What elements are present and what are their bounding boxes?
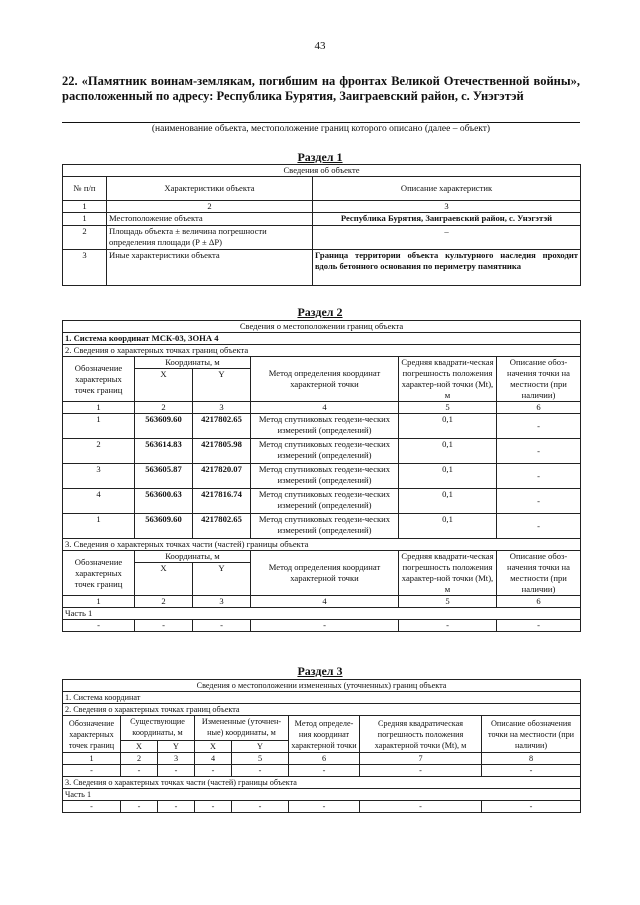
point-error: 0,1 — [399, 414, 497, 439]
row-characteristic: Местоположение объекта — [107, 213, 313, 226]
section-1-table-title: Сведения об объекте — [63, 165, 581, 177]
table-row — [63, 464, 581, 489]
empty-cell: - — [63, 765, 121, 777]
point-description: - — [497, 414, 581, 439]
part-label: Часть 1 — [63, 608, 581, 620]
point-description: - — [497, 514, 581, 539]
empty-cell: - — [482, 765, 581, 777]
point-method: Метод спутниковых геодези-ческих измерений (определений) — [251, 414, 399, 439]
part-label: Часть 1 — [63, 789, 581, 801]
point-id: 1 — [63, 514, 135, 539]
point-id: 3 — [63, 464, 135, 489]
index-cell: 4 — [251, 596, 399, 608]
point-x: 563609.60 — [135, 514, 193, 539]
index-cell: 7 — [360, 753, 482, 765]
point-y: 4217802.65 — [193, 414, 251, 439]
header-error: Средняя квадрати-ческая погрешность положения характер-ной точки (Mt), м — [399, 551, 497, 596]
table-row — [63, 765, 581, 777]
index-cell: 3 — [193, 402, 251, 414]
header-changed-coords: Измененные (уточнен-ные) координаты, м — [195, 716, 289, 741]
points-subheading: 2. Сведения о характерных точках границ объекта — [63, 704, 581, 716]
section-3-table — [62, 679, 581, 813]
point-id: 2 — [63, 439, 135, 464]
point-error: 0,1 — [399, 439, 497, 464]
empty-cell: - — [289, 801, 360, 813]
index-cell: 4 — [195, 753, 232, 765]
empty-cell: - — [121, 765, 158, 777]
index-cell: 3 — [193, 596, 251, 608]
header-coordinates: Координаты, м — [135, 357, 251, 369]
point-method: Метод спутниковых геодези-ческих измерений (определений) — [251, 489, 399, 514]
header-designation: Обозначение характерных точек границ — [63, 357, 135, 402]
index-cell: 5 — [232, 753, 289, 765]
empty-cell: - — [121, 801, 158, 813]
header-y: Y — [158, 741, 195, 753]
empty-cell: - — [289, 765, 360, 777]
empty-cell: - — [193, 620, 251, 632]
table-row — [63, 439, 581, 464]
table-row — [63, 213, 581, 226]
empty-cell: - — [360, 801, 482, 813]
section-3-title: Раздел 3 — [297, 664, 343, 678]
point-x: 563605.87 — [135, 464, 193, 489]
empty-cell: - — [195, 765, 232, 777]
point-description: - — [497, 464, 581, 489]
point-method: Метод спутниковых геодези-ческих измерений (определений) — [251, 439, 399, 464]
header-designation: Обозначение характерных точек границ — [63, 716, 121, 753]
empty-cell: - — [497, 620, 581, 632]
header-y: Y — [193, 563, 251, 596]
empty-cell: - — [158, 801, 195, 813]
part-points-subheading: 3. Сведения о характерных точках части (частей) границы объекта — [63, 777, 581, 789]
point-error: 0,1 — [399, 514, 497, 539]
point-x: 563609.60 — [135, 414, 193, 439]
page-number: 43 — [314, 40, 326, 52]
header-x: X — [121, 741, 158, 753]
index-cell: 2 — [135, 402, 193, 414]
point-y: 4217816.74 — [193, 489, 251, 514]
section-2-title: Раздел 2 — [297, 305, 343, 319]
index-cell: 6 — [497, 402, 581, 414]
point-method: Метод спутниковых геодези-ческих измерений (определений) — [251, 514, 399, 539]
index-cell: 3 — [313, 201, 581, 213]
index-cell: 2 — [135, 596, 193, 608]
table-row — [63, 226, 581, 250]
index-cell: 2 — [107, 201, 313, 213]
empty-cell: - — [232, 765, 289, 777]
section-1-title: Раздел 1 — [297, 150, 343, 164]
point-id: 4 — [63, 489, 135, 514]
header-y: Y — [193, 369, 251, 402]
header-method: Метод определения координат характерной точки — [251, 551, 399, 596]
header-y: Y — [232, 741, 289, 753]
empty-cell: - — [63, 801, 121, 813]
row-number: 1 — [63, 213, 107, 226]
header-x: X — [195, 741, 232, 753]
header-point-description: Описание обоз-начения точки на местности (при наличии) — [497, 357, 581, 402]
point-y: 4217805.98 — [193, 439, 251, 464]
header-error: Средняя квадратическая погрешность положения характерной точки (Mt), м — [360, 716, 482, 753]
coordinate-system: 1. Система координат МСК-03, ЗОНА 4 — [63, 333, 581, 345]
header-method: Метод определения координат характерной точки — [251, 357, 399, 402]
row-description: – — [313, 226, 581, 250]
heading-divider — [62, 122, 580, 123]
index-cell: 5 — [399, 402, 497, 414]
header-number: № п/п — [63, 177, 107, 201]
index-cell: 5 — [399, 596, 497, 608]
point-description: - — [497, 439, 581, 464]
points-subheading: 2. Сведения о характерных точках границ объекта — [63, 345, 581, 357]
table-row — [63, 620, 581, 632]
empty-cell: - — [251, 620, 399, 632]
point-method: Метод спутниковых геодези-ческих измерений (определений) — [251, 464, 399, 489]
heading-caption: (наименование объекта, местоположение границ которого описано (далее – объект) — [151, 124, 491, 134]
index-cell: 8 — [482, 753, 581, 765]
index-cell: 1 — [63, 201, 107, 213]
empty-cell: - — [360, 765, 482, 777]
index-cell: 1 — [63, 596, 135, 608]
row-number: 3 — [63, 250, 107, 286]
header-description: Описание характеристик — [313, 177, 581, 201]
empty-cell: - — [135, 620, 193, 632]
point-description: - — [497, 489, 581, 514]
table-row — [63, 514, 581, 539]
header-point-description: Описание обозначения точки на местности (при наличии) — [482, 716, 581, 753]
table-row — [63, 489, 581, 514]
section-2-table — [62, 320, 581, 632]
table-row — [63, 801, 581, 813]
header-x: X — [135, 369, 193, 402]
row-number: 2 — [63, 226, 107, 250]
point-id: 1 — [63, 414, 135, 439]
header-method: Метод определе-ния координат характерной точки — [289, 716, 360, 753]
header-error: Средняя квадрати-ческая погрешность положения характер-ной точки (Mt), м — [399, 357, 497, 402]
empty-cell: - — [158, 765, 195, 777]
empty-cell: - — [195, 801, 232, 813]
point-y: 4217802.65 — [193, 514, 251, 539]
point-error: 0,1 — [399, 489, 497, 514]
index-cell: 1 — [63, 402, 135, 414]
object-heading: 22. «Памятник воинам-землякам, погибшим на фронтах Великой Отечественной войны», расположенный по адресу: Республика Бурятия, Заиграевский район, с. Унэгэтэй — [62, 74, 580, 103]
index-cell: 3 — [158, 753, 195, 765]
index-cell: 4 — [251, 402, 399, 414]
empty-cell: - — [482, 801, 581, 813]
point-error: 0,1 — [399, 464, 497, 489]
table-row — [63, 250, 581, 286]
empty-cell: - — [399, 620, 497, 632]
empty-cell: - — [63, 620, 135, 632]
row-characteristic: Иные характеристики объекта — [107, 250, 313, 286]
coordinate-system: 1. Система координат — [63, 692, 581, 704]
row-characteristic: Площадь объекта ± величина погрешности определения площади (Р ± ΔР) — [107, 226, 313, 250]
index-cell: 6 — [497, 596, 581, 608]
index-cell: 1 — [63, 753, 121, 765]
header-characteristic: Характеристики объекта — [107, 177, 313, 201]
section-2-table-title: Сведения о местоположении границ объекта — [63, 321, 581, 333]
point-x: 563600.63 — [135, 489, 193, 514]
index-cell: 6 — [289, 753, 360, 765]
part-points-subheading: 3. Сведения о характерных точках части (частей) границы объекта — [63, 539, 581, 551]
header-point-description: Описание обоз-начения точки на местности (при наличии) — [497, 551, 581, 596]
point-y: 4217820.07 — [193, 464, 251, 489]
index-cell: 2 — [121, 753, 158, 765]
header-coordinates: Координаты, м — [135, 551, 251, 563]
table-row — [63, 414, 581, 439]
header-designation: Обозначение характерных точек границ — [63, 551, 135, 596]
section-1-table — [62, 164, 581, 286]
header-x: X — [135, 563, 193, 596]
row-description: Граница территории объекта культурного наследия проходит вдоль бетонного основания по периметру памятника — [313, 250, 581, 286]
header-existing-coords: Существующие координаты, м — [121, 716, 195, 741]
point-x: 563614.83 — [135, 439, 193, 464]
section-3-table-title: Сведения о местоположении измененных (уточненных) границ объекта — [63, 680, 581, 692]
row-description: Республика Бурятия, Заиграевский район, с. Унэгэтэй — [313, 213, 581, 226]
empty-cell: - — [232, 801, 289, 813]
